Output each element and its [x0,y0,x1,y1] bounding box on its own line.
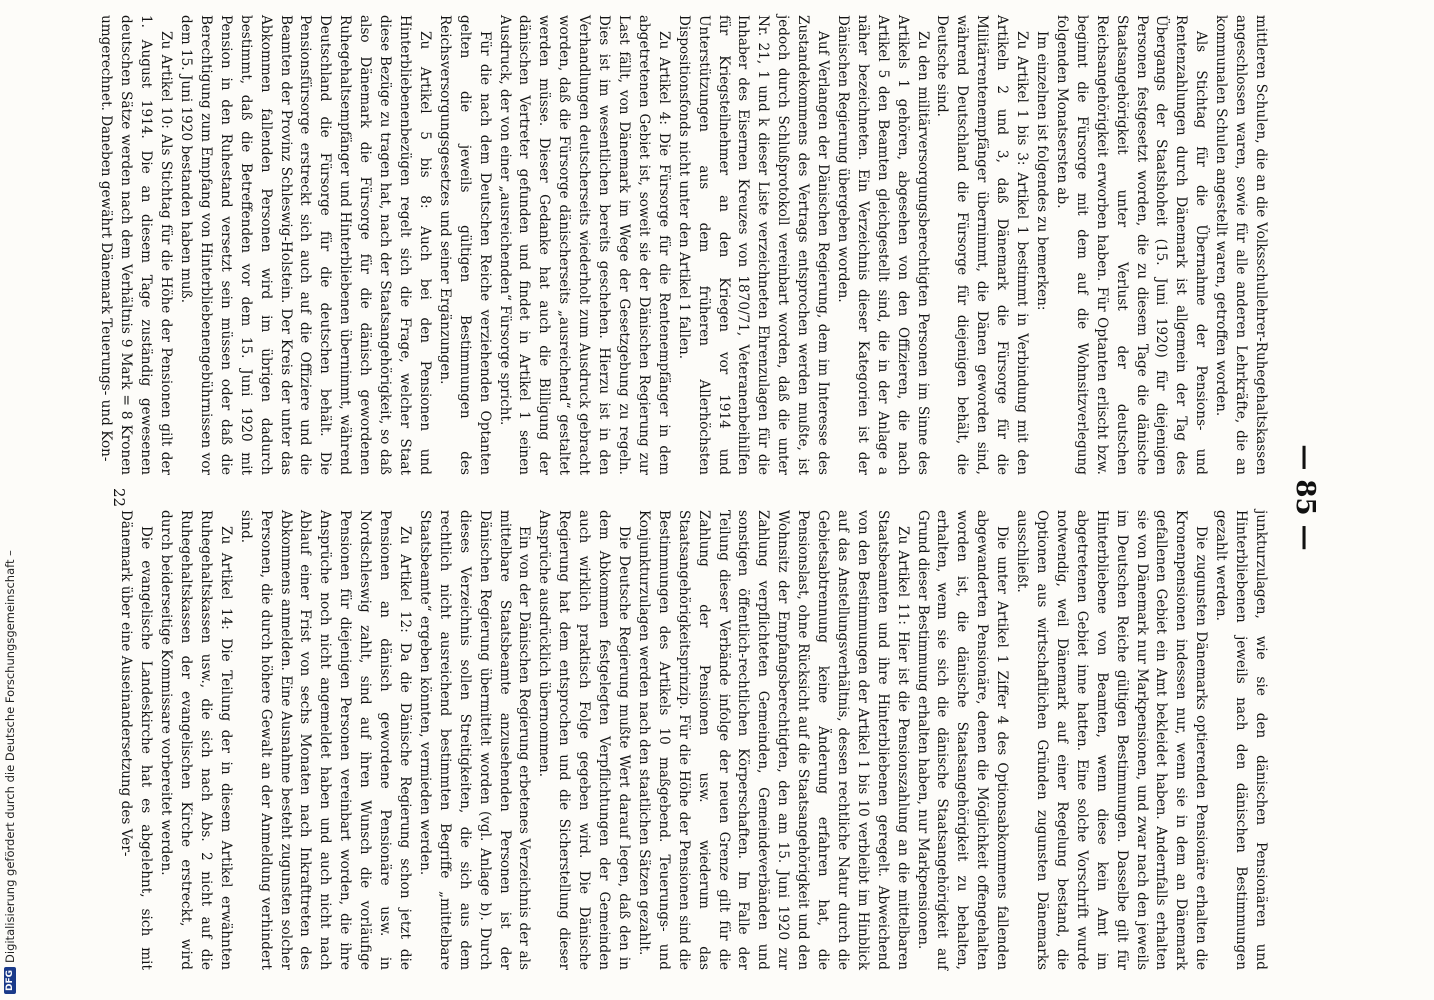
rotated-page-content [98,10,1330,985]
text-column-left [98,15,1270,475]
paragraph: Zu Artikel 4: Die Fürsorge für die Rentenempfänger in dem abgetretenen Gebiet ist, soweit sie der Dänischen Regierung zur Last fällt, von Dänemark im Wege der Gesetzgebung zu regeln. Dies ist im wesentlichen bereits geschehen. Hierzu ist in den Verhandlungen deutscherseits wiederholt zum Ausdruck gebracht worden, daß die Fürsorge dänischerseits „ausreichend“ gestaltet werden müsse. Dieser Gedanke hat auch die Billigung der dänischen Vertreter gefunden und findet in Artikel 1 seinen Ausdruck, der von einer „ausreichenden“ Fürsorge spricht. [496,15,672,475]
page-number-footer: 22 [110,487,128,508]
paragraph: junkturzulagen, wie sie den dänischen Pensionären und Hinterbliebenen jeweils nach den dänischen Bestimmungen gezahlt werden. [1213,510,1269,970]
paragraph: Die zugunsten Dänemarks optierenden Pensionäre erhalten die Kronenpensionen indessen nur, wenn sie in dem an Dänemark gefallenen Gebiet ein Amt bekleidet haben. Andernfalls erhalten sie von Dänemark nur Markpensionen, und zwar nach den jeweils im Deutschen Reiche gültigen Bestimmungen. Dasselbe gilt für Hinterbliebene von Beamten, wenn diese kein Amt im abgetretenen Gebiet inne hatten. Eine solche Vorschrift wurde notwendig, weil Dänemark auf einer Regelung bestand, die Optionen aus wirtschaftlichen Gründen zugunsten Dänemarks ausschließt. [1014,510,1210,970]
paragraph: mittleren Schulen, die an die Volksschullehrer-Ruhegehaltskassen angeschlossen waren, sowie für alle anderen Lehrkräfte, die an kommunalen Schulen angestellt waren, getroffen worden. [1213,15,1269,475]
text-column-right [118,510,1270,970]
paragraph: Die evangelische Landeskirche hat es abgelehnt, sich mit Dänemark über eine Auseinandersetzung des Ver- [118,510,155,970]
paragraph: Auf Verlangen der Dänischen Regierung, dem im Interesse des Zustandekommens des Vertrags entsprochen werden mußte, ist jedoch durch Schlußprotokoll vereinbart worden, daß die unter Nr. 21, 1 und k dieser Liste verzeichneten Ehrenzulagen für die Inhaber des Eisernen Kreuzes von 1870/71, Veteranenbeihilfen für Kriegsteilnehmer an den Kriegen vor 1914 und Unterstützungen aus dem früheren Allerhöchsten Dispositionsfonds nicht unter den Artikel 1 fallen. [675,15,832,475]
paragraph: Zu Artikel 10: Als Stichtag für die Höhe der Pensionen gilt der 1. August 1914. Die an diesem Tage zuständig gewesenen deutschen Sätze werden nach dem Verhältnis 9 Mark = 8 Kronen umgerechnet. Daneben gewährt Dänemark Teuerungs- und Kon- [98,15,175,475]
page-number-header: — 85 — [1290,444,1320,551]
paragraph: Im einzelnen ist folgendes zu bemerken: [1034,31,1051,311]
paragraph: Zu Artikel 14: Die Teilung der in diesem Artikel erwähnten Ruhegehaltskassen usw., die sich nach Abs. 2 nicht auf die Ruhegehaltskassen der evangelischen Kirche erstreckt, wird durch beiderseitige Kommissare vorbereitet werden. [158,510,234,970]
credit-text: Digitalisierung gefördert durch die Deutsche Forschungsgemeinschaft – [3,550,17,963]
paragraph: Die unter Artikel 1 Ziffer 4 des Optionsabkommens fallenden abgewanderten Pensionäre, denen die Möglichkeit offengehalten worden ist, die dänische Staatsangehörigkeit zu behalten, erhalten, wenn sie sich die dänische Staatsangehörigkeit auf Grund dieser Bestimmung erhalten haben, nur Markpensionen. [914,510,1011,970]
paragraph: Die Deutsche Regierung mußte Wert darauf legen, daß den in dem Abkommen festgelegten Verpflichtungen der Gemeinden auch wirklich praktisch Folge gegeben wird. Die Dänische Regierung hat dem entsprochen und die Sicherstellung dieser Ansprüche ausdrücklich übernommen. [536,510,632,970]
digitization-credit [0,0,20,1000]
paragraph: Ein von der Dänischen Regierung erbetenes Verzeichnis der als mittelbare Staatsbeamte anzusehenden Personen ist der Dänischen Regierung übermittelt worden (vgl. Anlage b). Durch dieses Verzeichnis sollen Streitigkeiten, die sich aus dem rechtlich nicht ausreichend bestimmten Begriffe „mittelbare Staatsbeamte“ ergeben könnten, vermieden werden. [416,510,533,970]
paragraph: Zu Artikel 12: Da die Dänische Regierung schon jetzt die Pensionen an dänisch gewordene Pensionäre usw. in Nordschleswig zahlt, sind auf ihren Wunsch die vorläufige Pensionen für diejenigen Personen vereinbart worden, die ihre Ansprüche noch nicht angemeldet haben und auch nicht nach Ablauf einer Frist von sechs Monaten nach Inkrafttreten des Abkommens anmelden. Eine Ausnahme besteht zugunsten solcher Personen, die durch höhere Gewalt an der Anmeldung verhindert sind. [237,510,414,970]
paragraph: Zu Artikel 11: Hier ist die Pensionszahlung an die mittelbaren Staatsbeamten und ihre Hinterbliebenen geregelt. Abweichend von den Bestimmungen der Artikel 1 bis 10 verbleibt im Hinblick auf das Anstellungsverhältnis, dessen rechtliche Natur durch die Gebietsabtrennung keine Änderung erfahren hat, die Pensionslast, ohne Rücksicht auf die Staatsangehörigkeit und den Wohnsitz der Empfangsberechtigten, den am 15. Juni 1920 zur Zahlung verpflichteten Gemeinden, Gemeindeverbänden und sonstigen öffentlich-rechtlichen Körperschaften. Im Falle der Teilung dieser Verbände infolge der neuen Grenze gilt für die Zahlung der Pensionen usw. wiederum das Staatsangehörigkeitsprinzip. Für die Höhe der Pensionen sind die Bestimmungen des Artikels 10 maßgebend. Teuerungs- und Konjunkturzulagen werden nach den staatlichen Sätzen gezahlt. [635,510,911,970]
paragraph: Als Stichtag für die Übernahme der Pensions- und Rentenzahlungen durch Dänemark ist allgemein der Tag des Übergangs der Staatshoheit (15. Juni 1920) für diejenigen Personen festgesetzt worden, die zu diesem Tage die dänische Staatsangehörigkeit unter Verlust der deutschen Reichsangehörigkeit erworben haben. Für Optanten erlischt bzw. beginnt die Fürsorge mit dem auf die Wohnsitzverlegung folgenden Monatsersten ab. [1053,15,1210,475]
dfg-logo-icon: DFG [4,967,16,994]
paragraph: Zu Artikel 1 bis 3: Artikel 1 bestimmt in Verbindung mit den Artikeln 2 und 3, daß Dänemark die Fürsorge für die Militärrentenempfänger übernimmt, die Dänen geworden sind, während Deutschland die Fürsorge für diejenigen behält, die Deutsche sind. [934,15,1031,475]
paragraph: Zu den militärversorgungsberechtigten Personen im Sinne des Artikels 1 gehören, abgesehen von den Offizieren, die nach Artikel 5 den Beamten gleichgestellt sind, die in der Anlage a näher bezeichneten. Ein Verzeichnis dieser Kategorien ist der Dänischen Regierung übergeben worden. [834,15,931,475]
paragraph: Zu Artikel 5 bis 8: Auch bei den Pensionen und Hinterbliebenenbezügen regelt sich die Frage, welcher Staat diese Bezüge zu tragen hat, nach der Staatsangehörigkeit, so daß also Dänemark die Fürsorge für die dänisch gewordenen Ruhegehaltsempfänger und Hinterbliebenen übernimmt, während Deutschland die Fürsorge für die deutschen behält. Die Pensionsfürsorge erstreckt sich auch auf die Offiziere und die Beamten der Provinz Schleswig-Holstein. Der Kreis der unter das Abkommen fallenden Personen wird im übrigen dadurch bestimmt, daß die Betreffenden vor dem 15. Juni 1920 mit Pension in den Ruhestand versetzt sein müssen oder daß die Berechtigung zum Empfang von Hinterbliebenengebührnissen vor dem 15. Juni 1920 bestanden haben muß. [178,15,433,475]
paragraph: Für die nach dem Deutschen Reiche verziehenden Optanten gelten die jeweils gültigen Bestimmungen des Reichsversorgungsgesetzes und seiner Ergänzungen. [436,15,493,475]
